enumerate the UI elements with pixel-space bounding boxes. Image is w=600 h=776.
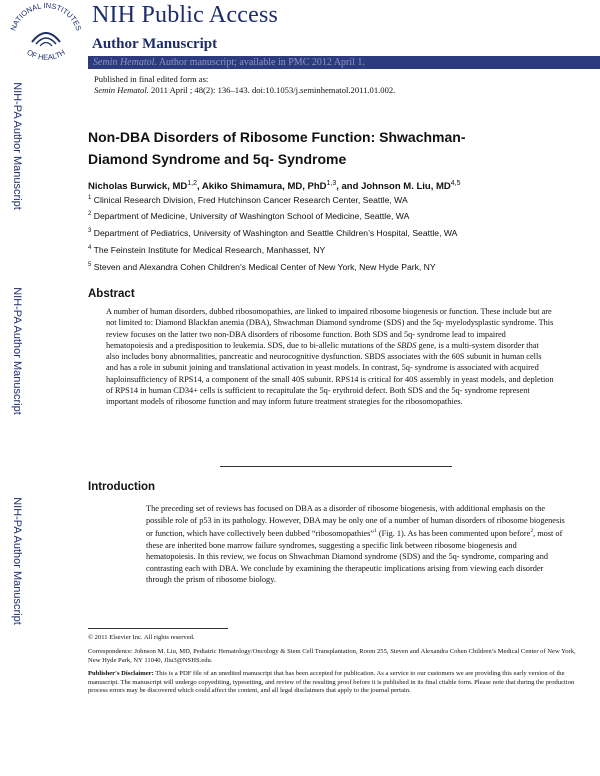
title-line-1: Non-DBA Disorders of Ribosome Function: Shwachman-: [88, 129, 466, 145]
author-affil-sup: 1,3: [326, 180, 337, 187]
title-line-2: Diamond Syndrome and 5q- Syndrome: [88, 151, 347, 167]
nih-seal-icon: [4, 2, 88, 68]
side-watermark-middle: NIH-PA Author Manuscript: [11, 287, 23, 415]
author-separator: ,: [196, 181, 202, 193]
introduction-heading: Introduction: [88, 481, 156, 493]
author-affil-sup: 1,2: [187, 180, 197, 187]
side-watermark-top: NIH-PA Author Manuscript: [11, 82, 23, 210]
svg-text:NATIONAL INSTITUTES: [9, 2, 84, 32]
abstract-heading: Abstract: [88, 288, 135, 300]
published-label: Published in final edited form as:: [94, 74, 209, 84]
author-name: Nicholas Burwick, MD: [88, 181, 188, 193]
author-manuscript-label: Author Manuscript: [92, 36, 218, 52]
affiliation: $^3$ Department of Pediatrics, University of Washington and Seattle Children’s Hospital, Seattle, WA: [88, 228, 458, 238]
author-separator: , and: [336, 181, 362, 193]
side-watermark-bottom: NIH-PA Author Manuscript: [11, 497, 23, 625]
disclaimer-label: Publisher's Disclaimer:: [88, 670, 154, 677]
availability-line: [93, 56, 365, 69]
article-title: [88, 126, 578, 170]
logo-top-text: NATIONAL INSTITUTES: [8, 2, 84, 32]
publisher-disclaimer: Publisher's Disclaimer: This is a PDF file of an unedited manuscript that has been accepted for publication. As a service to our customers we are providing this early version of the manuscript. The manuscript will undergo copyediting, typesetting, and review of the resulting proof before it is published in its final citable form. Please note that during the production process errors may be discovered which could affect the content, and all legal disclaimers that apply to the journal pertain.: [88, 670, 575, 695]
abstract-body: A number of human disorders, dubbed ribosomopathies, are linked to impaired ribosome biogenesis or function. These include but are not limited to: Diamond Blackfan anemia (DBA), Shwachman Diamond syndrome (SDS) and the 5q- myelodysplastic syndrome. This review focuses on the latter two non-DBA disorders of ribosome function. Both SDS and 5q- syndrome lead to impaired hematopoiesis and a predisposition to leukemia. SDS, due to bi-allelic mutations of the SBDS gene, is a multi-system disorder that also includes bony abnormalities, pancreatic and neurocognitive dysfunction. SBDS associates with the 60S subunit in human cells and has a role in subunit joining and translational activation in yeast models. In contrast, 5q- syndrome is associated with acquired haploinsufficiency of RPS14, a component of the small 40S subunit. RPS14 is critical for 40S assembly in yeast models, and depletion of RPS14 in human CD34+ cells is sufficient to recapitulate the 5q- erythroid defect. Both SDS and the 5q- syndrome represent important models of ribosome function and may inform future treatment strategies for the ribosomopathies.: [106, 307, 554, 407]
copyright-notice: © 2011 Elsevier Inc. All rights reserved.: [88, 634, 195, 641]
svg-text:OF HEALTH: [25, 48, 66, 62]
affiliation: $^4$ The Feinstein Institute for Medical Research, Manhasset, NY: [88, 245, 326, 255]
author-affil-sup: 4,5: [450, 180, 461, 187]
reference-marker: 2: [530, 528, 534, 535]
author-name: Akiko Shimamura, MD, PhD: [201, 181, 327, 193]
citation-details: 2011 April ; 48(2): 136–143. doi:10.1053/j.seminhematol.2011.01.002.: [148, 85, 396, 95]
footnote-divider: [88, 628, 228, 629]
correspondence-note: Correspondence: Johnson M. Liu, MD, Pediatric Hematology/Oncology & Stem Cell Transplantation, Room 255, Steven and Alexandra Cohen Children’s Medical Center of New York, New Hyde Park, NY 11040, Jliu3@NSHS.edu.: [88, 648, 576, 664]
citation-journal: Semin Hematol.: [94, 85, 149, 95]
availability-journal: Semin Hematol.: [93, 57, 157, 68]
introduction-body: The preceding set of reviews has focused on DBA as a disorder of ribosome biogenesis, with additional emphasis on the possible role of p53 in its pathology. However, DBA may be only one of a number of human disorders of ribosome biogenesis or function, which have collectively been dubbed “ribosomopathies”$^1$ (Fig. 1). As has been commented upon before$^2$, most of these are inherited bone marrow failure syndromes, suggesting a specific link between ribosome biogenesis and hematopoiesis. In this review, we focus on Shwachman Diamond syndrome (SDS) and the 5q- syndrome, comparing and contrasting each with DBA. We conclude by examining the therapeutic implications arising from viewing each disorder through the prism of ribosome biology.: [146, 504, 565, 585]
logo-bottom-text: OF HEALTH: [25, 47, 67, 62]
author-name: Johnson M. Liu, MD: [361, 181, 451, 193]
nih-logo: [4, 2, 88, 68]
nih-public-access-title: NIH Public Access: [92, 2, 279, 28]
reference-marker: 1: [374, 528, 377, 535]
gene-name: SBDS: [397, 340, 417, 350]
availability-text: Author manuscript; available in PMC 2012 April 1.: [156, 57, 365, 68]
affiliation: $^5$ Steven and Alexandra Cohen Children’s Medical Center of New York, New Hyde Park, NY: [88, 262, 436, 272]
affiliation: $^1$ Clinical Research Division, Fred Hutchinson Cancer Research Center, Seattle, WA: [88, 195, 408, 205]
affiliation: $^2$ Department of Medicine, University of Washington School of Medicine, Seattle, WA: [88, 211, 410, 221]
citation-line: [94, 85, 395, 95]
section-divider: [220, 466, 452, 467]
author-list: [88, 180, 461, 192]
